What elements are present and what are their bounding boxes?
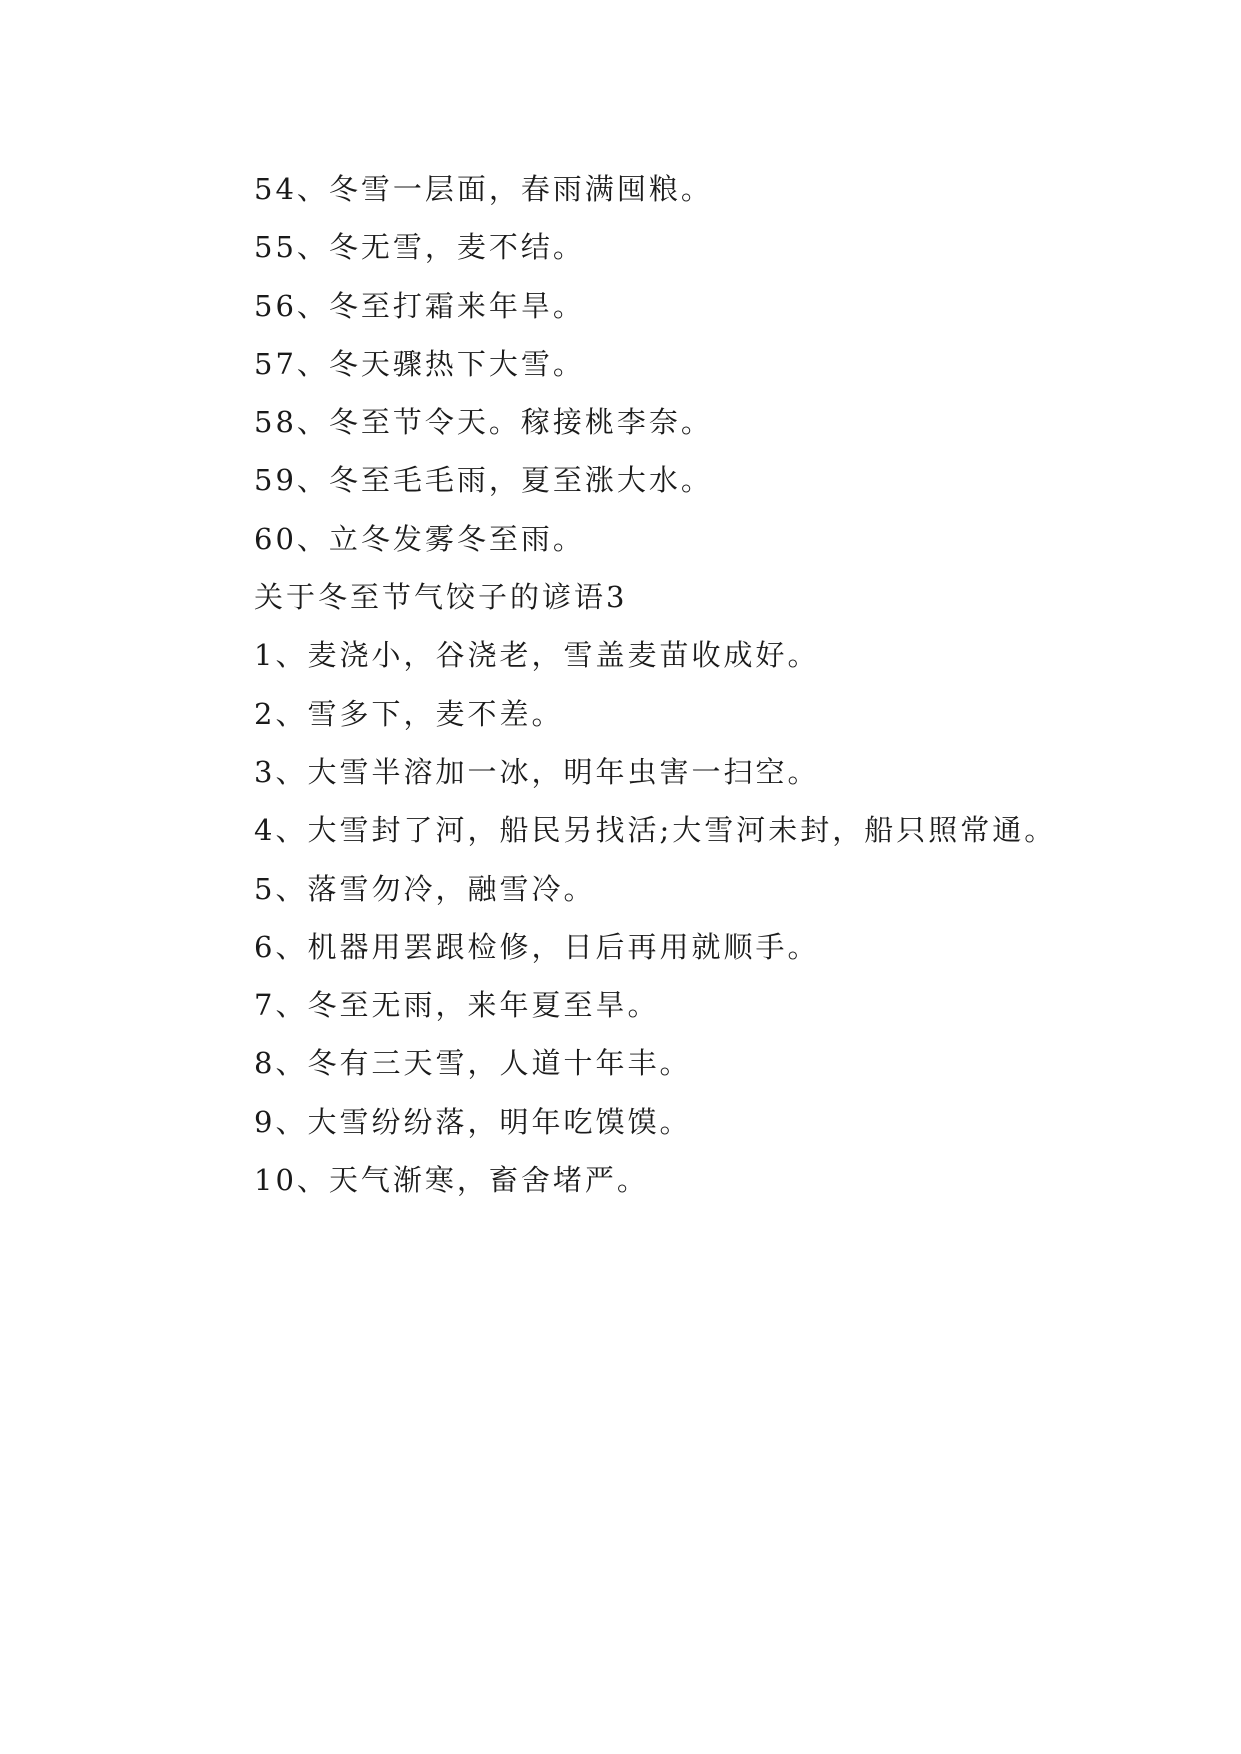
proverb-line: 58、冬至节令天。稼接桃李奈。 xyxy=(254,405,713,440)
proverb-line: 7、冬至无雨，来年夏至旱。 xyxy=(254,988,660,1023)
proverb-line: 4、大雪封了河，船民另找活;大雪河未封，船只照常通。 xyxy=(254,813,1057,848)
proverb-line: 2、雪多下，麦不差。 xyxy=(254,696,564,731)
proverb-line: 8、冬有三天雪，人道十年丰。 xyxy=(254,1046,692,1081)
proverb-line: 9、大雪纷纷落，明年吃馍馍。 xyxy=(254,1104,692,1139)
proverb-line: 54、冬雪一层面，春雨满囤粮。 xyxy=(254,172,713,206)
proverb-line: 59、冬至毛毛雨，夏至涨大水。 xyxy=(254,463,713,498)
proverb-line: 10、天气渐寒，畜舍堵严。 xyxy=(254,1163,649,1198)
proverb-line: 57、冬天骤热下大雪。 xyxy=(254,346,585,381)
proverb-line: 3、大雪半溶加一冰，明年虫害一扫空。 xyxy=(254,754,820,789)
section-heading: 关于冬至节气饺子的谚语3 xyxy=(254,580,628,615)
proverb-line: 55、冬无雪，麦不结。 xyxy=(254,230,585,265)
proverb-line: 6、机器用罢跟检修，日后再用就顺手。 xyxy=(254,929,820,964)
document-body xyxy=(254,160,1154,1209)
proverb-line: 60、立冬发雾冬至雨。 xyxy=(254,521,585,556)
proverb-line: 1、麦浇小，谷浇老，雪盖麦苗收成好。 xyxy=(254,638,820,673)
proverb-line: 56、冬至打霜来年旱。 xyxy=(254,288,585,323)
proverb-line: 5、落雪勿冷，融雪冷。 xyxy=(254,871,596,906)
